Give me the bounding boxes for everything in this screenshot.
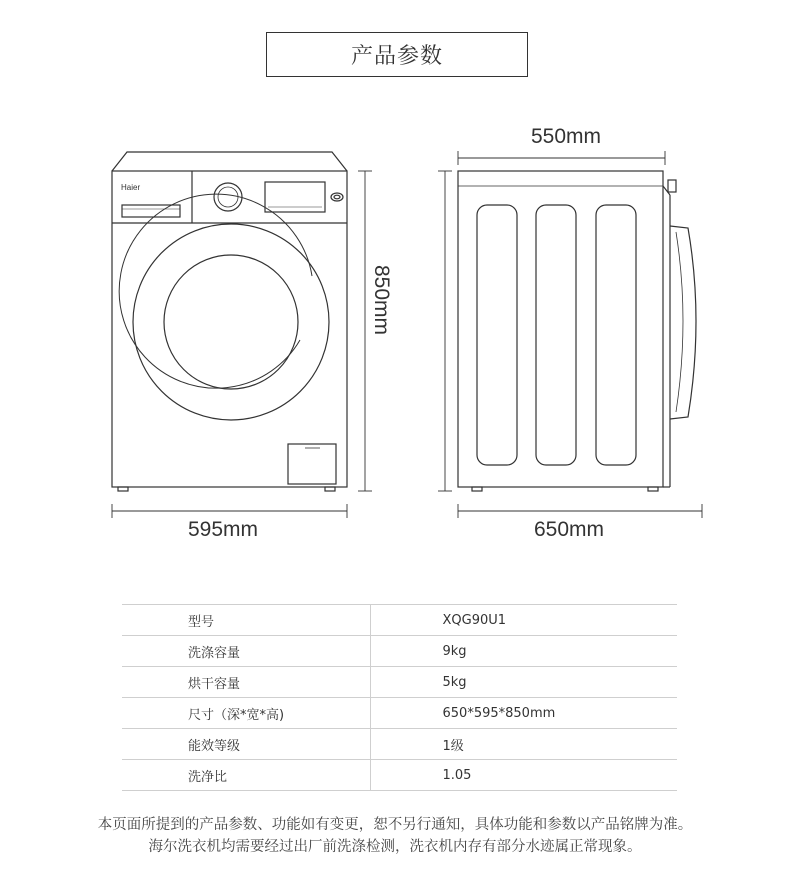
dimension-depth-label: 650mm xyxy=(534,518,605,541)
spec-label: 能效等级 xyxy=(122,729,370,760)
haier-logo: Haier xyxy=(121,183,141,192)
spec-value: XQG90U1 xyxy=(370,605,677,636)
door-glass xyxy=(164,255,298,389)
spec-label: 尺寸（深*宽*高) xyxy=(122,698,370,729)
dimension-width-label: 595mm xyxy=(188,518,259,541)
spec-table xyxy=(122,604,677,791)
table-row xyxy=(122,667,677,698)
page-title: 产品参数 xyxy=(266,32,528,77)
footnote-line-1: 本页面所提到的产品参数、功能如有变更，恕不另行通知，具体功能和参数以产品铭牌为准。 xyxy=(97,817,693,833)
table-row xyxy=(122,636,677,667)
side-panel-1 xyxy=(477,205,517,465)
spec-label: 洗涤容量 xyxy=(122,636,370,667)
front-body-outline xyxy=(112,171,347,487)
side-body-outline xyxy=(458,171,663,487)
filter-cover xyxy=(288,444,336,484)
spec-value: 9kg xyxy=(370,636,677,667)
side-panel-3 xyxy=(596,205,636,465)
dimension-height-label: 850mm xyxy=(370,265,393,336)
table-row xyxy=(122,698,677,729)
table-row xyxy=(122,605,677,636)
door-outer xyxy=(133,224,329,420)
spec-value: 1级 xyxy=(370,729,677,760)
front-view xyxy=(112,152,347,491)
table-row xyxy=(122,760,677,791)
spec-label: 型号 xyxy=(122,605,370,636)
side-view xyxy=(438,171,696,491)
side-dimension-lines xyxy=(458,151,702,518)
spec-label: 烘干容量 xyxy=(122,667,370,698)
footnote xyxy=(0,814,790,858)
spec-value: 1.05 xyxy=(370,760,677,791)
footnote-line-2: 海尔洗衣机均需要经过出厂前洗涤检测，洗衣机内存有部分水迹属正常现象。 xyxy=(148,839,642,855)
display-panel xyxy=(265,182,325,212)
side-panel-2 xyxy=(536,205,576,465)
table-row xyxy=(122,729,677,760)
spec-value: 5kg xyxy=(370,667,677,698)
spec-value: 650*595*850mm xyxy=(370,698,677,729)
spec-label: 洗净比 xyxy=(122,760,370,791)
dimension-side-width-label: 550mm xyxy=(531,125,602,148)
